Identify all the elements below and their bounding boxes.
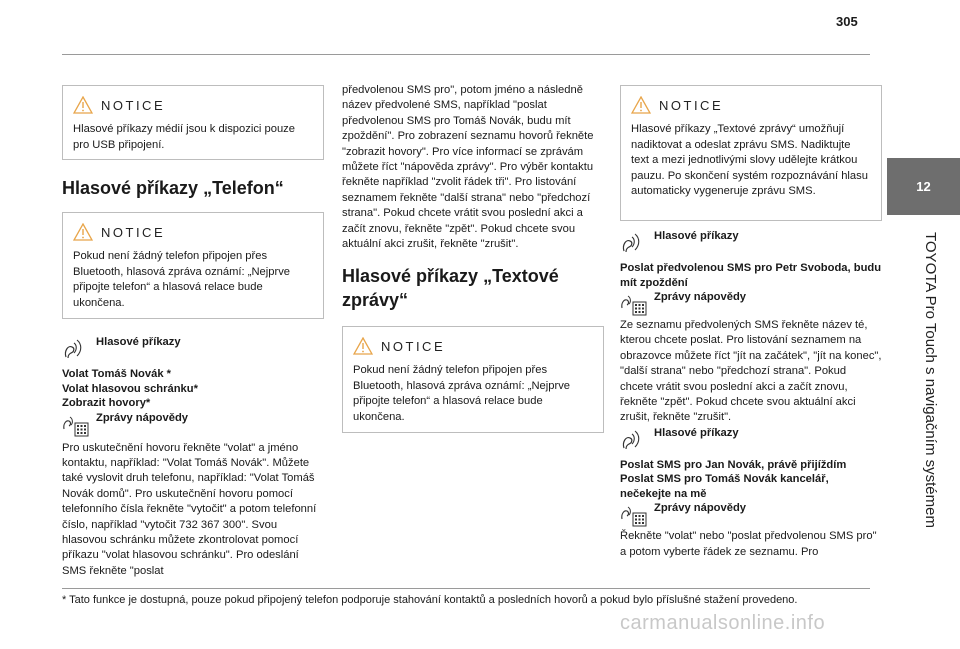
voice-command-label: Hlasové příkazy [654, 426, 739, 439]
help-messages-label: Zprávy nápovědy [654, 291, 747, 303]
warning-icon [631, 96, 651, 114]
column-3 [620, 85, 882, 560]
help-messages-header [620, 501, 882, 527]
continued-text: předvolenou SMS pro", potom jméno a následně název předvolené SMS, například "poslat předvolenou SMS pro Tomáš Novák, budu mít zpoždění". Pro zobrazení seznamu hovorů řekněte "zobrazit hovory". Pro více informací se zprávám můžete říct "nápověda zprávy". Pro výběr kontaktu řekněte například "zvolit řádek tři". Pro listování seznamem řekněte "další strana" nebo "předchozí strana". Pokud chcete vrátit svou poslední akci a začít znovu, řekněte "zpět". Pokud chcete svou aktuální akci zrušit, řekněte "zrušit". [342, 84, 594, 251]
notice-text: Hlasové příkazy „Textové zprávy“ umožňují nadiktovat a odeslat zprávu SMS. Nadiktujte text a mezi jednotlivými slovy udělejte krátkou pauzu. Po skončení systém rozpoznávání hlasu automaticky vygeneruje zprávu SMS. [631, 123, 868, 197]
column-1 [62, 85, 324, 579]
help-messages-label: Zprávy nápovědy [96, 411, 189, 424]
notice-text: Pokud není žádný telefon připojen přes Bluetooth, hlasová zpráva oznámí: „Nejprve připojte telefon“ a hlasová relace bude ukončena. [73, 250, 291, 309]
chapter-title: TOYOTA Pro Touch s navigačním systémem [922, 232, 939, 528]
voice-command-header [620, 426, 882, 452]
help-messages-icon [620, 501, 648, 527]
warning-icon [73, 96, 93, 114]
voice-command: Volat hlasovou schránku* [62, 382, 198, 395]
notice-title: NOTICE [659, 97, 724, 113]
voice-command: Poslat SMS pro Jan Novák, právě přijíždím [620, 458, 847, 471]
chapter-tab [887, 158, 960, 215]
warning-icon [353, 337, 373, 355]
watermark: carmanualsonline.info [620, 612, 826, 634]
footnote: * Tato funkce je dostupná, pouze pokud připojený telefon podporuje stahování kontaktů a posledních hovorů a pokud bylo příslušné stažení provedeno. [62, 594, 798, 606]
chapter-number: 12 [916, 179, 931, 194]
help-messages-header [62, 411, 324, 437]
notice-title: NOTICE [101, 97, 166, 113]
top-divider [62, 54, 870, 55]
notice-title: NOTICE [381, 338, 446, 354]
voice-command: Volat Tomáš Novák * [62, 368, 172, 380]
section-heading: Hlasové příkazy „Textové zprávy“ [342, 266, 559, 311]
help-text: Ze seznamu předvolených SMS řekněte název té, kterou chcete poslat. Pro listování seznamem na obrazovce můžete říct "jít na začátek", "jít na konec", "další strana" nebo "předchozí strana". Pokud chcete vrátit svou poslední akci a začít znovu, řekněte "zpět". Pokud chcete svou aktuální akci zrušit, řekněte "zrušit". [620, 319, 882, 424]
voice-command-icon [620, 426, 648, 452]
notice-box [342, 326, 604, 433]
help-messages-header [620, 290, 882, 316]
page-number: 305 [836, 14, 858, 29]
help-messages-icon [62, 411, 90, 437]
voice-command-header [62, 335, 324, 361]
bottom-divider [62, 588, 870, 589]
voice-command-label: Hlasové příkazy [96, 336, 181, 348]
voice-command-label: Hlasové příkazy [654, 230, 739, 242]
warning-icon [73, 223, 93, 241]
help-messages-label: Zprávy nápovědy [654, 502, 747, 515]
voice-command-icon [620, 229, 648, 255]
voice-command-header [620, 229, 882, 255]
notice-title: NOTICE [101, 224, 166, 240]
section-heading: Hlasové příkazy „Telefon“ [62, 178, 284, 198]
column-2 [342, 83, 604, 433]
voice-command: Poslat SMS pro Tomáš Novák kancelář, nečekejte na mě [620, 473, 829, 500]
notice-box [62, 212, 324, 319]
help-text: Řekněte "volat" nebo "poslat předvolenou SMS pro" a potom vyberte řádek ze seznamu. Pro [620, 530, 877, 558]
help-text: Pro uskutečnění hovoru řekněte "volat" a jméno kontaktu, například: "Volat Tomáš Novák". Můžete také vyslovit druh telefonu, například: "Volat Tomáš Novák domů". Pro uskutečnění hovoru pomocí telefonního čísla řekněte "vytočit" a potom telefonní číslo, například "vytočit 732 367 300". Svou hlasovou schránku můžete zkontrolovat pomocí příkazu "volat hlasovou schránku". Pro odeslání SMS řekněte "poslat [62, 441, 317, 577]
voice-command: Poslat předvolenou SMS pro Petr Svoboda, budu mít zpoždění [620, 262, 882, 289]
voice-command: Zobrazit hovory* [62, 397, 151, 409]
notice-box [620, 85, 882, 221]
help-messages-icon [620, 290, 648, 316]
notice-box [62, 85, 324, 160]
voice-command-icon [62, 335, 90, 361]
notice-text: Pokud není žádný telefon připojen přes Bluetooth, hlasová zpráva oznámí: „Nejprve připojte telefon“ a hlasová relace bude ukončena. [353, 364, 571, 423]
notice-text: Hlasové příkazy médií jsou k dispozici pouze pro USB připojení. [73, 123, 295, 151]
